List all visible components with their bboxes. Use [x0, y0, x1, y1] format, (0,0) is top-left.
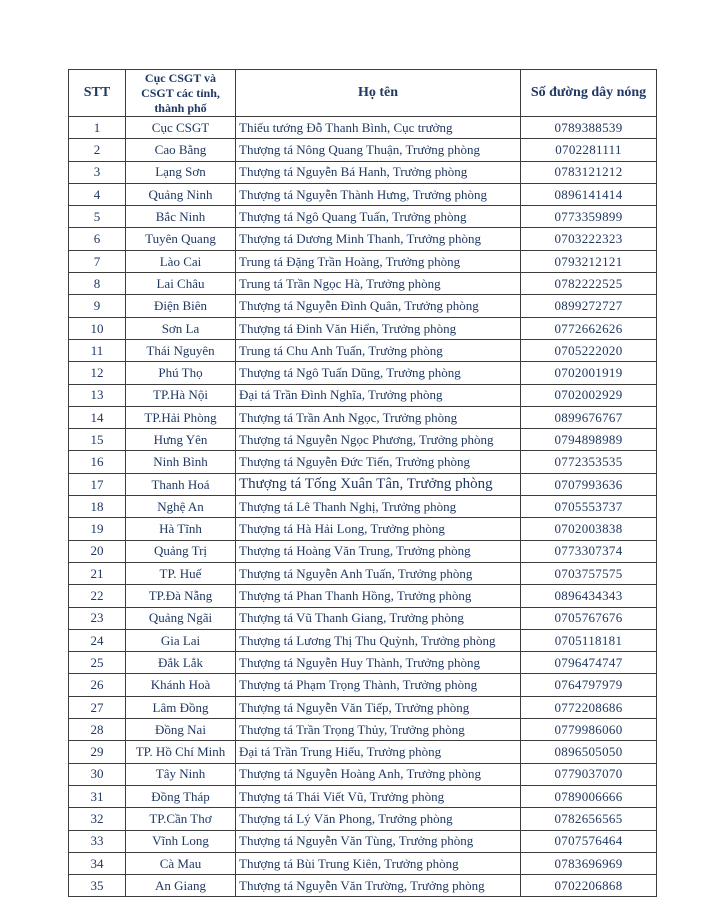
row-unit: Đồng Nai	[126, 719, 236, 741]
row-stt: 28	[69, 719, 126, 741]
row-unit: TP.Đà Nẵng	[126, 585, 236, 607]
row-name: Thượng tá Nguyễn Văn Trường, Trưởng phòng	[236, 875, 521, 897]
row-name: Thượng tá Vũ Thanh Giang, Trưởng phòng	[236, 607, 521, 629]
row-stt: 10	[69, 317, 126, 339]
row-hotline: 0703222323	[521, 228, 657, 250]
row-unit: TP.Hà Nội	[126, 384, 236, 406]
row-name: Thượng tá Đinh Văn Hiển, Trưởng phòng	[236, 317, 521, 339]
row-name: Thượng tá Trần Anh Ngọc, Trưởng phòng	[236, 406, 521, 428]
table-row	[69, 362, 657, 384]
row-hotline: 0703757575	[521, 562, 657, 584]
row-stt: 14	[69, 406, 126, 428]
row-name: Thượng tá Dương Minh Thanh, Trưởng phòng	[236, 228, 521, 250]
row-unit: Lâm Đồng	[126, 696, 236, 718]
row-stt: 9	[69, 295, 126, 317]
row-name: Thượng tá Phạm Trọng Thành, Trưởng phòng	[236, 674, 521, 696]
row-hotline: 0896141414	[521, 183, 657, 205]
header-unit: Cục CSGT và CSGT các tỉnh, thành phố	[126, 70, 236, 117]
row-unit: Tuyên Quang	[126, 228, 236, 250]
row-name: Thượng tá Thái Viết Vũ, Trưởng phòng	[236, 785, 521, 807]
row-hotline: 0899676767	[521, 406, 657, 428]
row-name: Thượng tá Nguyễn Ngọc Phương, Trưởng phòng	[236, 429, 521, 451]
row-hotline: 0702003838	[521, 518, 657, 540]
row-stt: 23	[69, 607, 126, 629]
row-hotline: 0705222020	[521, 339, 657, 361]
row-stt: 22	[69, 585, 126, 607]
row-unit: Gia Lai	[126, 629, 236, 651]
table-row	[69, 562, 657, 584]
row-stt: 27	[69, 696, 126, 718]
row-stt: 30	[69, 763, 126, 785]
row-name: Thượng tá Nguyễn Huy Thành, Trưởng phòng	[236, 652, 521, 674]
row-stt: 4	[69, 183, 126, 205]
row-stt: 17	[69, 473, 126, 495]
row-name: Thượng tá Hà Hải Long, Trưởng phòng	[236, 518, 521, 540]
row-hotline: 0783696969	[521, 852, 657, 874]
row-stt: 11	[69, 339, 126, 361]
row-unit: Quảng Ninh	[126, 183, 236, 205]
row-name: Thượng tá Lý Văn Phong, Trưởng phòng	[236, 808, 521, 830]
row-name: Thượng tá Trần Trọng Thủy, Trưởng phòng	[236, 719, 521, 741]
row-stt: 26	[69, 674, 126, 696]
row-name: Thượng tá Nguyễn Thành Hưng, Trưởng phòng	[236, 183, 521, 205]
row-hotline: 0705553737	[521, 496, 657, 518]
row-stt: 21	[69, 562, 126, 584]
row-stt: 3	[69, 161, 126, 183]
row-name: Thượng tá Nguyễn Đức Tiến, Trưởng phòng	[236, 451, 521, 473]
row-stt: 33	[69, 830, 126, 852]
row-hotline: 0705767676	[521, 607, 657, 629]
table-row	[69, 629, 657, 651]
row-stt: 6	[69, 228, 126, 250]
row-name: Thượng tá Nguyễn Hoàng Anh, Trưởng phòng	[236, 763, 521, 785]
row-stt: 29	[69, 741, 126, 763]
row-name: Thượng tá Ngô Quang Tuấn, Trưởng phòng	[236, 206, 521, 228]
table-row	[69, 696, 657, 718]
row-name: Thượng tá Ngô Tuấn Dũng, Trưởng phòng	[236, 362, 521, 384]
row-hotline: 0764797979	[521, 674, 657, 696]
hotline-table	[68, 69, 657, 897]
table-row	[69, 406, 657, 428]
table-row	[69, 830, 657, 852]
row-hotline: 0707576464	[521, 830, 657, 852]
table-row	[69, 518, 657, 540]
row-name: Thượng tá Nguyễn Đình Quân, Trưởng phòng	[236, 295, 521, 317]
row-name: Thượng tá Nguyễn Anh Tuấn, Trưởng phòng	[236, 562, 521, 584]
row-unit: Đồng Tháp	[126, 785, 236, 807]
table-row	[69, 473, 657, 495]
row-stt: 8	[69, 273, 126, 295]
row-unit: Cao Bằng	[126, 139, 236, 161]
row-unit: Thái Nguyên	[126, 339, 236, 361]
row-unit: Thanh Hoá	[126, 473, 236, 495]
row-name: Trung tá Trần Ngọc Hà, Trưởng phòng	[236, 273, 521, 295]
row-name: Thiếu tướng Đỗ Thanh Bình, Cục trưởng	[236, 117, 521, 139]
table-row	[69, 339, 657, 361]
table-row	[69, 183, 657, 205]
table-row	[69, 719, 657, 741]
row-name: Thượng tá Phan Thanh Hồng, Trưởng phòng	[236, 585, 521, 607]
table-row	[69, 741, 657, 763]
row-name: Thượng tá Nguyễn Văn Tùng, Trưởng phòng	[236, 830, 521, 852]
row-unit: TP. Huế	[126, 562, 236, 584]
row-unit: Lạng Sơn	[126, 161, 236, 183]
table-row	[69, 206, 657, 228]
row-stt: 1	[69, 117, 126, 139]
row-hotline: 0896434343	[521, 585, 657, 607]
row-hotline: 0782656565	[521, 808, 657, 830]
row-hotline: 0772208686	[521, 696, 657, 718]
row-hotline: 0899272727	[521, 295, 657, 317]
row-hotline: 0794898989	[521, 429, 657, 451]
row-name: Thượng tá Lương Thị Thu Quỳnh, Trưởng phòng	[236, 629, 521, 651]
row-stt: 15	[69, 429, 126, 451]
row-unit: TP.Cần Thơ	[126, 808, 236, 830]
row-unit: Lai Châu	[126, 273, 236, 295]
row-stt: 19	[69, 518, 126, 540]
table-row	[69, 429, 657, 451]
row-unit: Hưng Yên	[126, 429, 236, 451]
row-hotline: 0793212121	[521, 250, 657, 272]
table-row	[69, 250, 657, 272]
row-stt: 18	[69, 496, 126, 518]
row-stt: 25	[69, 652, 126, 674]
row-stt: 7	[69, 250, 126, 272]
row-name: Thượng tá Nguyễn Bá Hanh, Trưởng phòng	[236, 161, 521, 183]
header-hotline: Số đường dây nóng	[521, 70, 657, 117]
table-row	[69, 808, 657, 830]
table-row	[69, 852, 657, 874]
row-hotline: 0896505050	[521, 741, 657, 763]
row-name: Thượng tá Lê Thanh Nghị, Trưởng phòng	[236, 496, 521, 518]
row-stt: 32	[69, 808, 126, 830]
row-hotline: 0789006666	[521, 785, 657, 807]
row-unit: An Giang	[126, 875, 236, 897]
row-hotline: 0782222525	[521, 273, 657, 295]
table-row	[69, 228, 657, 250]
row-hotline: 0773359899	[521, 206, 657, 228]
row-hotline: 0779986060	[521, 719, 657, 741]
table-row	[69, 607, 657, 629]
row-name: Thượng tá Nông Quang Thuận, Trưởng phòng	[236, 139, 521, 161]
row-hotline: 0707993636	[521, 473, 657, 495]
row-unit: Cà Mau	[126, 852, 236, 874]
row-hotline: 0702002929	[521, 384, 657, 406]
table-header	[69, 70, 657, 117]
row-hotline: 0783121212	[521, 161, 657, 183]
row-unit: Nghệ An	[126, 496, 236, 518]
header-stt: STT	[69, 70, 126, 117]
table-row	[69, 295, 657, 317]
row-name: Trung tá Đặng Trần Hoàng, Trưởng phòng	[236, 250, 521, 272]
table-row	[69, 785, 657, 807]
row-hotline: 0789388539	[521, 117, 657, 139]
row-unit: Lào Cai	[126, 250, 236, 272]
table-row	[69, 496, 657, 518]
row-unit: Bắc Ninh	[126, 206, 236, 228]
row-hotline: 0702281111	[521, 139, 657, 161]
row-name: Trung tá Chu Anh Tuấn, Trưởng phòng	[236, 339, 521, 361]
row-stt: 24	[69, 629, 126, 651]
table-row	[69, 451, 657, 473]
row-stt: 35	[69, 875, 126, 897]
table-row	[69, 317, 657, 339]
row-name: Đại tá Trần Đình Nghĩa, Trưởng phòng	[236, 384, 521, 406]
row-name: Thượng tá Bùi Trung Kiên, Trưởng phòng	[236, 852, 521, 874]
row-unit: TP. Hồ Chí Minh	[126, 741, 236, 763]
row-stt: 34	[69, 852, 126, 874]
row-unit: Quảng Trị	[126, 540, 236, 562]
table-row	[69, 540, 657, 562]
header-name: Họ tên	[236, 70, 521, 117]
row-unit: Quảng Ngãi	[126, 607, 236, 629]
row-unit: Phú Thọ	[126, 362, 236, 384]
row-unit: Sơn La	[126, 317, 236, 339]
row-unit: Đắk Lắk	[126, 652, 236, 674]
table-body	[69, 117, 657, 897]
row-name: Thượng tá Hoàng Văn Trung, Trưởng phòng	[236, 540, 521, 562]
table-row	[69, 585, 657, 607]
row-stt: 12	[69, 362, 126, 384]
row-stt: 20	[69, 540, 126, 562]
row-unit: Điện Biên	[126, 295, 236, 317]
row-stt: 13	[69, 384, 126, 406]
row-unit: Ninh Bình	[126, 451, 236, 473]
row-hotline: 0702001919	[521, 362, 657, 384]
table-row	[69, 652, 657, 674]
row-unit: Hà Tĩnh	[126, 518, 236, 540]
header-row	[69, 70, 657, 117]
row-stt: 16	[69, 451, 126, 473]
row-name: Đại tá Trần Trung Hiếu, Trưởng phòng	[236, 741, 521, 763]
row-stt: 31	[69, 785, 126, 807]
table-row	[69, 273, 657, 295]
row-unit: TP.Hải Phòng	[126, 406, 236, 428]
row-hotline: 0772353535	[521, 451, 657, 473]
table-row	[69, 763, 657, 785]
table-row	[69, 117, 657, 139]
row-hotline: 0705118181	[521, 629, 657, 651]
row-hotline: 0796474747	[521, 652, 657, 674]
table-row	[69, 384, 657, 406]
row-unit: Khánh Hoà	[126, 674, 236, 696]
row-hotline: 0779037070	[521, 763, 657, 785]
row-hotline: 0773307374	[521, 540, 657, 562]
row-unit: Cục CSGT	[126, 117, 236, 139]
row-hotline: 0772662626	[521, 317, 657, 339]
table-row	[69, 161, 657, 183]
row-unit: Vĩnh Long	[126, 830, 236, 852]
row-stt: 2	[69, 139, 126, 161]
table-row	[69, 674, 657, 696]
row-unit: Tây Ninh	[126, 763, 236, 785]
row-name: Thượng tá Nguyễn Văn Tiếp, Trưởng phòng	[236, 696, 521, 718]
table-row	[69, 875, 657, 897]
table-row	[69, 139, 657, 161]
row-hotline: 0702206868	[521, 875, 657, 897]
row-name: Thượng tá Tống Xuân Tân, Trưởng phòng	[236, 473, 521, 495]
row-stt: 5	[69, 206, 126, 228]
